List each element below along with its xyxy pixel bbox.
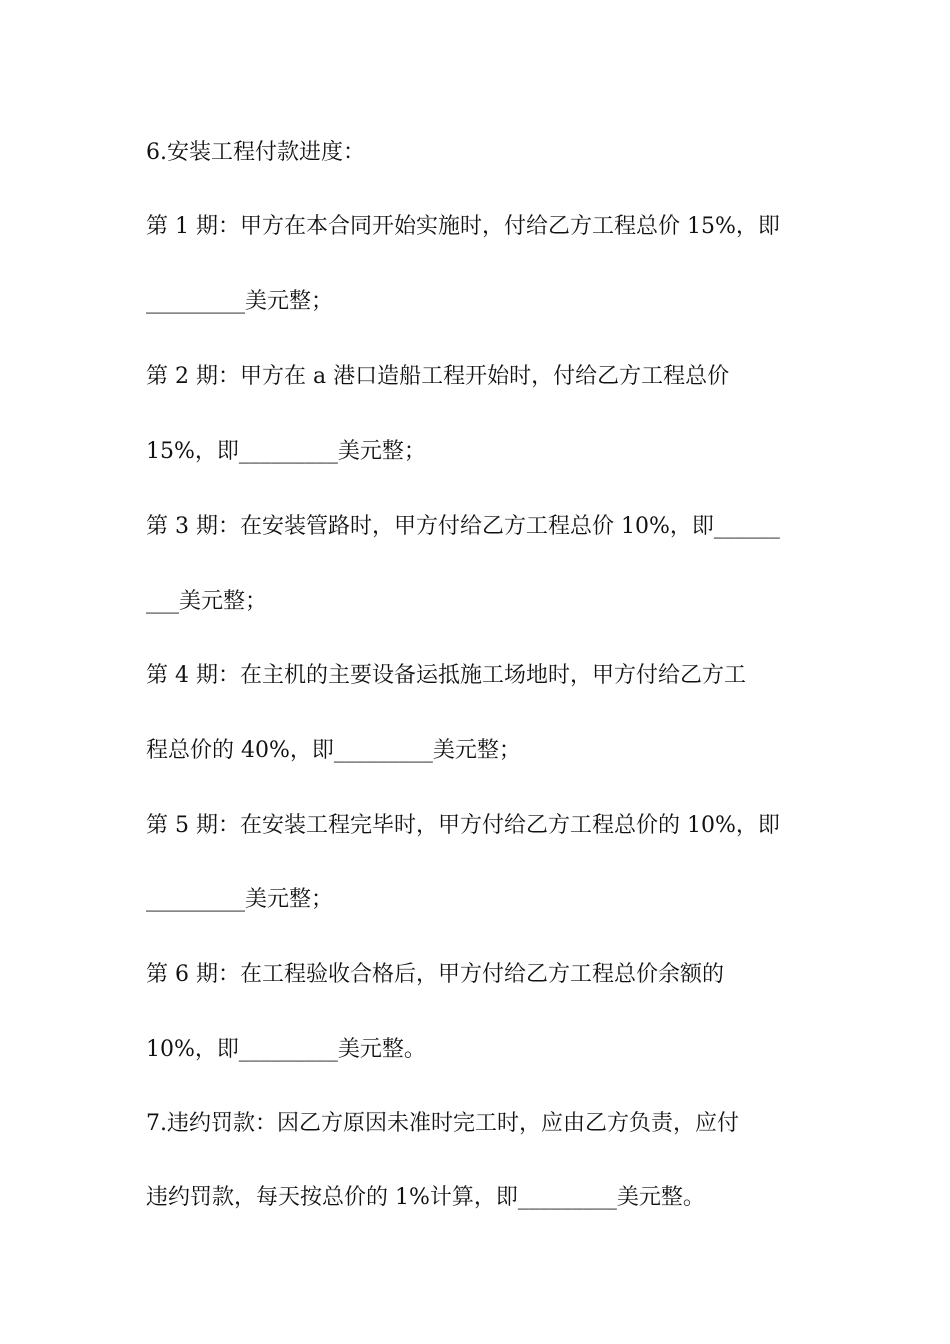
- paragraph-line: 第 1 期：甲方在本合同开始实施时，付给乙方工程总价 15%，即: [146, 214, 780, 239]
- paragraph-line: 违约罚款，每天按总价的 1%计算，即_________美元整。: [146, 1185, 705, 1210]
- paragraph-line: 第 5 期：在安装工程完毕时，甲方付给乙方工程总价的 10%，即: [146, 813, 780, 838]
- paragraph-line: ___美元整；: [146, 589, 268, 614]
- paragraph-line: _________美元整；: [146, 887, 334, 912]
- paragraph-line: 第 3 期：在安装管路时，甲方付给乙方工程总价 10%，即______: [146, 514, 780, 539]
- paragraph-line: 第 4 期：在主机的主要设备运抵施工场地时，甲方付给乙方工: [146, 663, 746, 688]
- paragraph-line: 10%，即_________美元整。: [146, 1037, 426, 1062]
- paragraph-line: 第 6 期：在工程验收合格后，甲方付给乙方工程总价余额的: [146, 962, 724, 987]
- paragraph-line: 第 2 期：甲方在 a 港口造船工程开始时，付给乙方工程总价: [146, 364, 730, 389]
- paragraph-line: _________美元整；: [146, 289, 334, 314]
- paragraph-line: 程总价的 40%，即_________美元整；: [146, 738, 521, 763]
- section-heading: 6.安装工程付款进度：: [146, 140, 365, 165]
- section-heading: 7.违约罚款：因乙方原因未准时完工时，应由乙方负责，应付: [146, 1111, 739, 1136]
- paragraph-line: 15%，即_________美元整；: [146, 439, 426, 464]
